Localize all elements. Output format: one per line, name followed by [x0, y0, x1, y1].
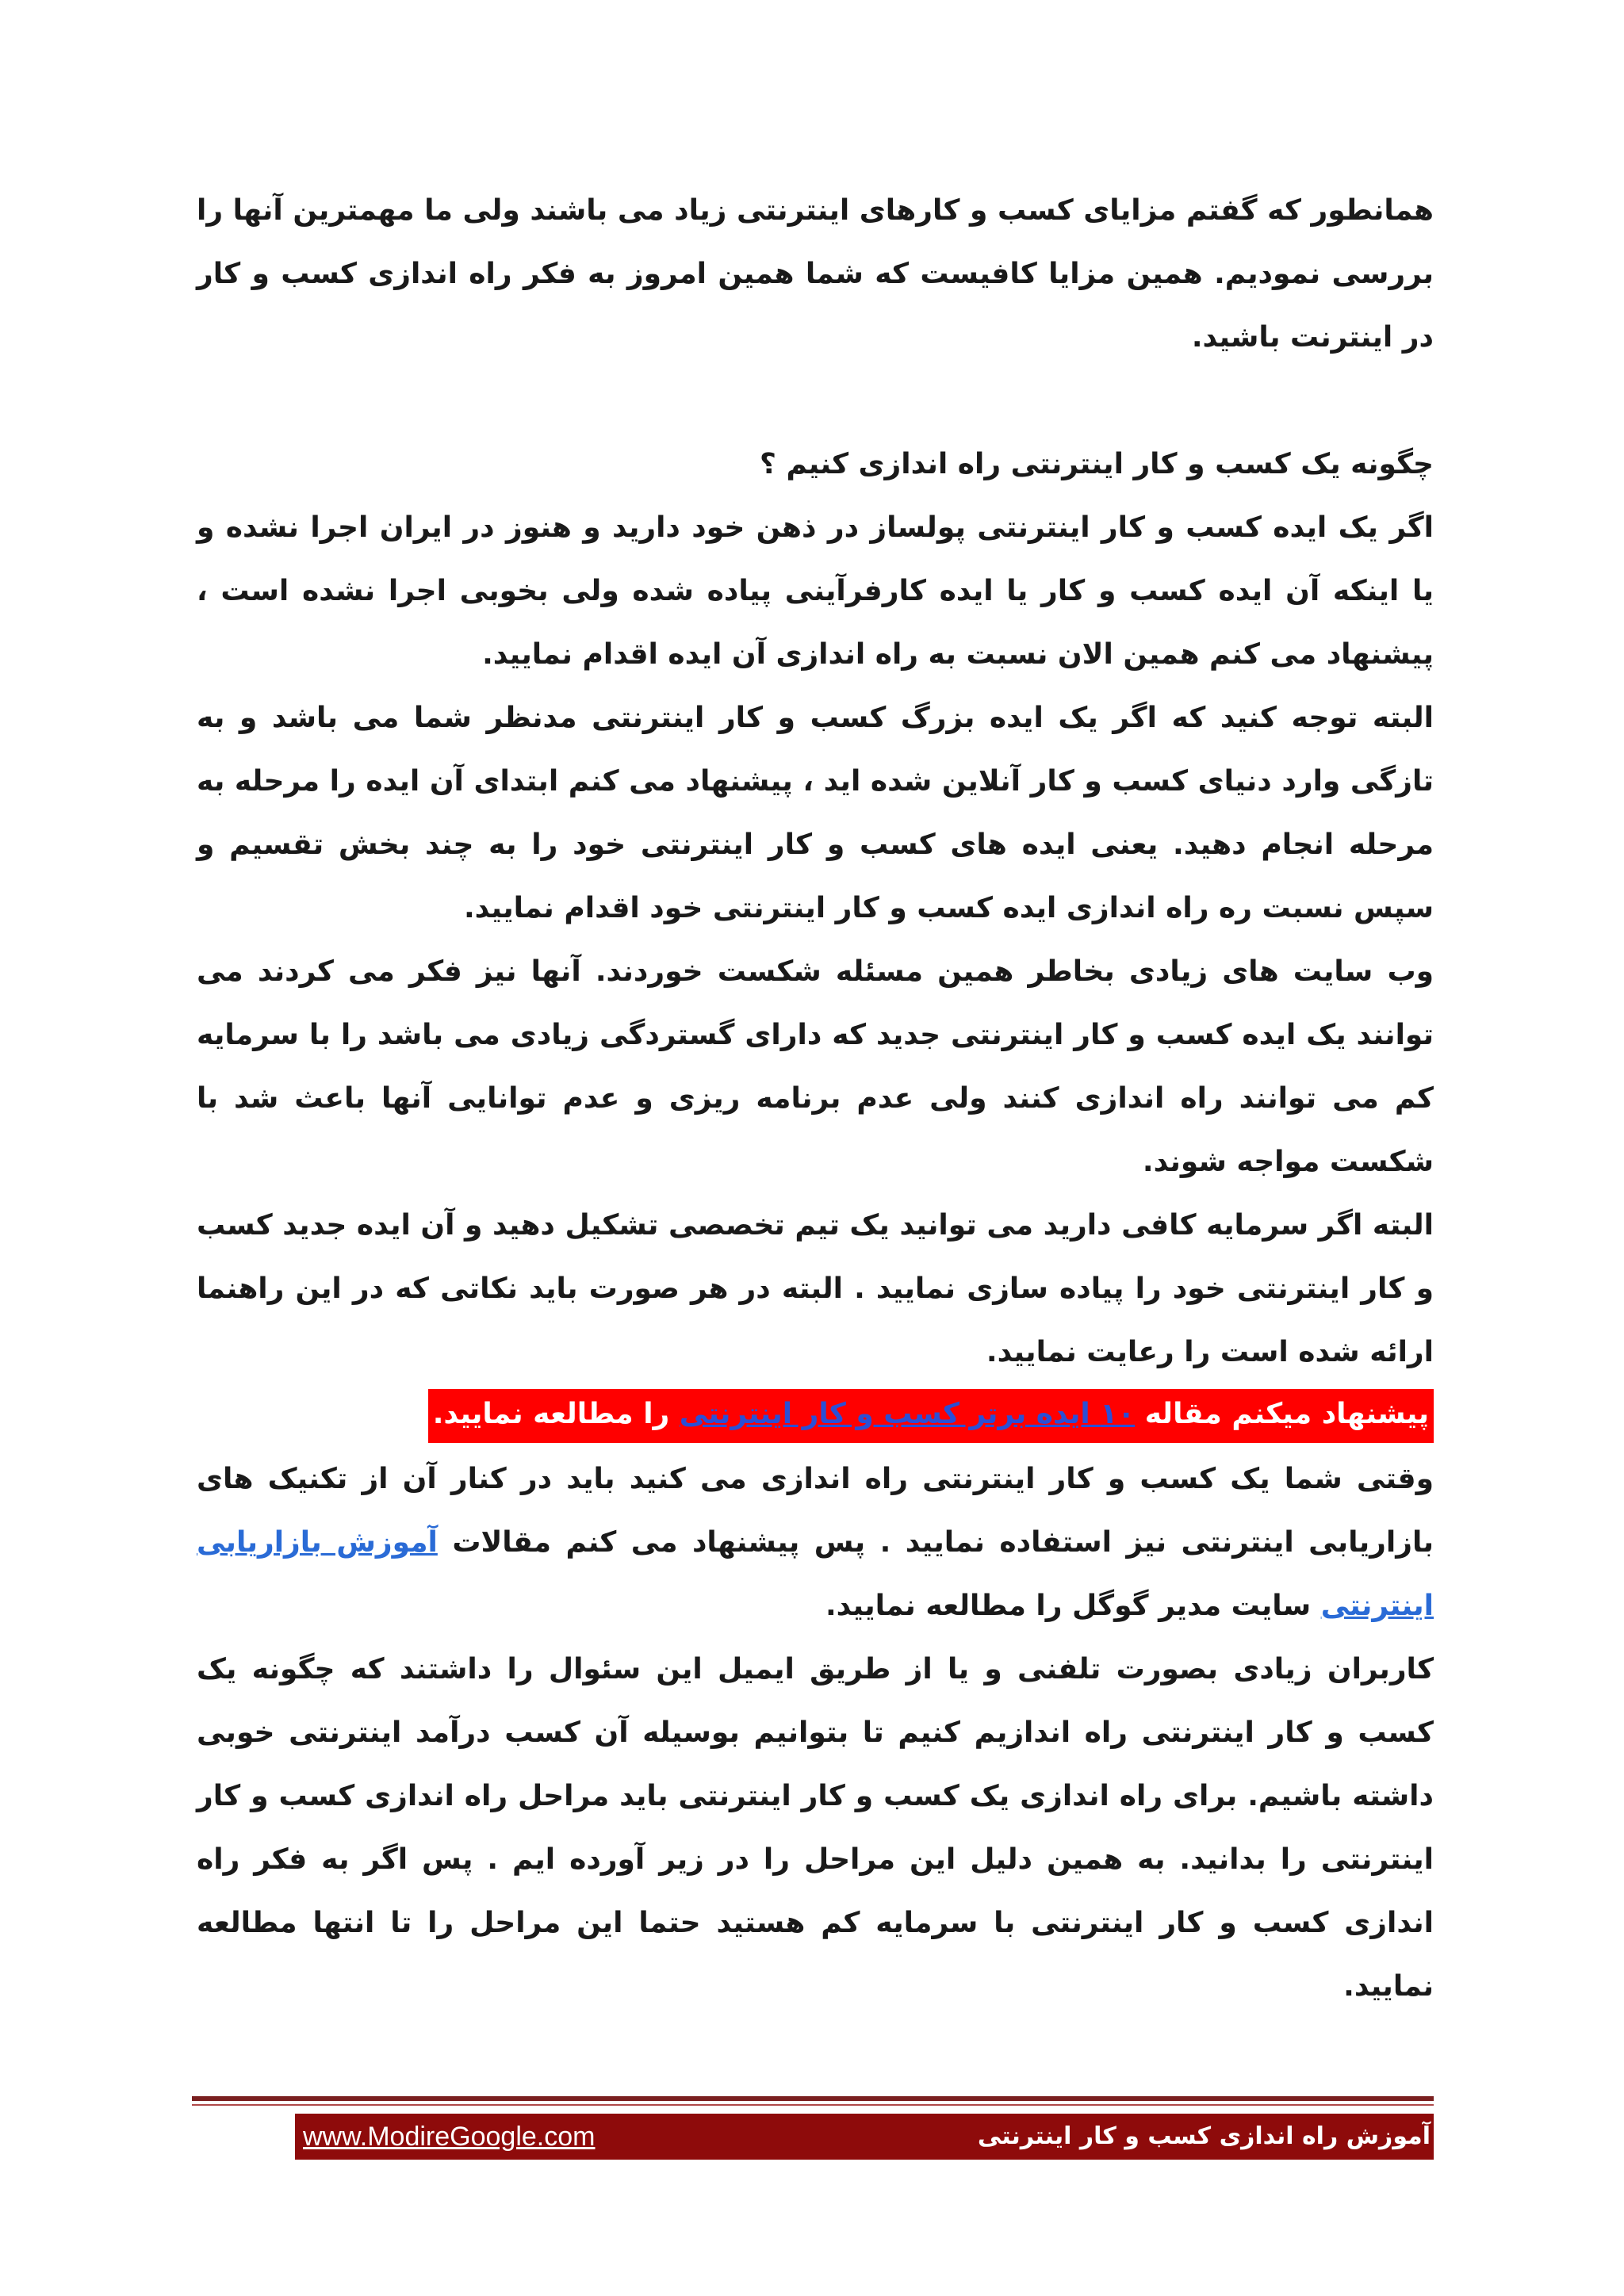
- paragraph-marketing: [197, 1448, 1434, 1638]
- recommendation-text-after: را مطالعه نمایید.: [432, 1398, 680, 1430]
- paragraph-capital: البته اگر سرمایه کافی دارید می توانید یک تیم تخصصی تشکیل دهید و آن ایده جدید کسب و کار اینترنتی خود را پیاده سازی نمایید . البته در هر صورت باید نکاتی که در این راهنما ارائه شده است را رعایت نمایید.: [197, 1209, 1434, 1368]
- internet-marketing-link[interactable]: آموزش بازاریابی اینترنتی: [197, 1526, 1434, 1622]
- top-ideas-article-link[interactable]: ۱۰ ایده برتر کسب و کار اینترنتی: [679, 1398, 1136, 1430]
- recommendation-text-before: پیشنهاد میکنم مقاله: [1135, 1398, 1429, 1430]
- footer-divider-thin: [192, 2104, 1434, 2106]
- footer-divider-thick: [192, 2096, 1434, 2101]
- recommendation-highlight: [428, 1389, 1434, 1443]
- footer-website-link[interactable]: www.ModireGoogle.com: [303, 2122, 596, 2152]
- recommendation-line: [197, 1384, 1434, 1448]
- article-body: [197, 179, 1434, 2019]
- paragraph-step-by-step: البته توجه کنید که اگر یک ایده بزرگ کسب و کار اینترنتی مدنظر شما می باشد و به تازگی وارد دنیای کسب و کار آنلاین شده اید ، پیشنهاد می کنم ابتدای آن ایده را مرحله به مرحله انجام دهید. یعنی ایده های کسب و کار اینترنتی خود را به چند بخش تقسیم و سپس نسبت ره راه اندازی ایده کسب و کار اینترنتی خود اقدام نمایید.: [197, 702, 1434, 924]
- marketing-text-after: سایت مدیر گوگل را مطالعه نمایید.: [825, 1590, 1321, 1622]
- footer-title: آموزش راه اندازی کسب و کار اینترنتی: [977, 2122, 1431, 2150]
- paragraph-failures: وب سایت های زیادی بخاطر همین مسئله شکست خوردند. آنها نیز فکر می کردند می توانند یک ایده کسب و کار اینترنتی جدید که دارای گستردگی زیادی می باشد را با سرمایه کم می توانند راه اندازی کنند ولی عدم برنامه ریزی و عدم توانایی آنها باعث شد با شکست مواجه شوند.: [197, 955, 1434, 1178]
- paragraph-users-question: کاربران زیادی بصورت تلفنی و یا از طریق ایمیل این سئوال را داشتند که چگونه یک کسب و کار اینترنتی راه اندازیم کنیم تا بتوانیم بوسیله آن کسب درآمد اینترنتی خوبی داشته باشیم. برای راه اندازی یک کسب و کار اینترنتی باید مراحل راه اندازی کسب و کار اینترنتی را بدانید. به همین دلیل این مراحل را در زیر آورده ایم . پس اگر به فکر راه اندازی کسب و کار اینترنتی با سرمایه کم هستید حتما این مراحل را تا انتها مطالعه نمایید.: [197, 1653, 1434, 2003]
- marketing-text-before: وقتی شما یک کسب و کار اینترنتی راه اندازی می کنید باید در کنار آن از تکنیک های بازاریابی اینترنتی نیز استفاده نمایید . پس پیشنهاد می کنم مقالات: [197, 1463, 1434, 1559]
- paragraph-spacer: [197, 369, 1434, 433]
- paragraph-intro-summary: همانطور که گفتم مزایای کسب و کارهای اینترنتی زیاد می باشند ولی ما مهمترین آنها را بررسی نمودیم. همین مزایا کافیست که شما همین امروز به فکر راه اندازی کسب و کار در اینترنت باشید.: [197, 194, 1434, 354]
- paragraph-idea: اگر یک ایده کسب و کار اینترنتی پولساز در ذهن خود دارید و هنوز در ایران اجرا نشده و یا اینکه آن ایده کسب و کار یا ایده کارفرآینی پیاده شده ولی بخوبی اجرا نشده است ، پیشنهاد می کنم همین الان نسبت به راه اندازی آن ایده اقدام نمایید.: [197, 511, 1434, 671]
- section-heading: چگونه یک کسب و کار اینترنتی راه اندازی کنیم ؟: [760, 448, 1434, 480]
